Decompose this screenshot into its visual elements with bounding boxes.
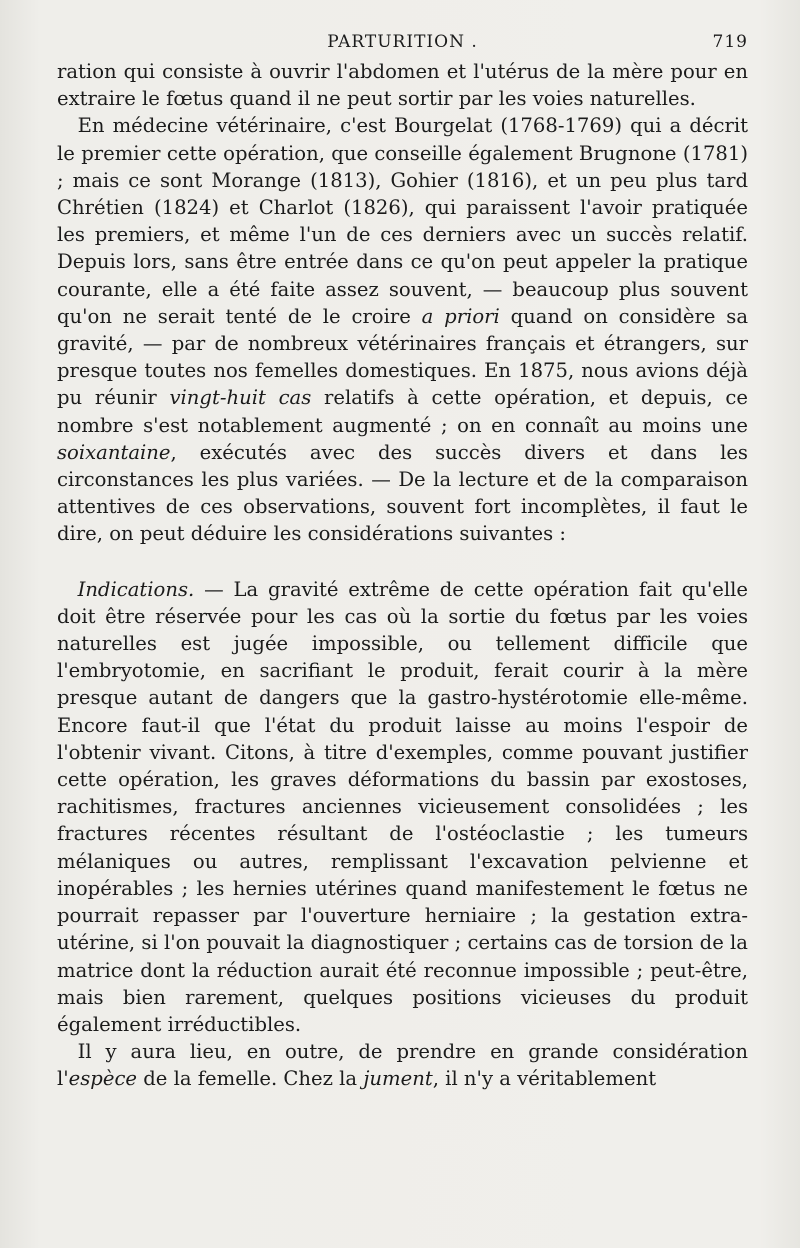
italic-soixantaine: soixantaine: [57, 440, 171, 464]
paragraph-2-text-c: relatifs à cette opération, et depuis, ce nombre s'est notablement augmenté ; on en connaît au moins une: [57, 386, 748, 437]
paragraph-4-text-a: Il y aura lieu, en outre, de prendre en grande considération l': [57, 1040, 748, 1091]
paragraph-1-text: ration qui consiste à ouvrir l'abdomen et l'utérus de la mère pour en extraire le fœtus quand il ne peut sortir par les voies naturelles.: [57, 60, 748, 111]
paragraph-4-text-c: , il n'y a véritablement: [432, 1067, 657, 1091]
paragraph-indications: [57, 576, 748, 1038]
paragraph-4-text-b: de la femelle. Chez la: [143, 1067, 358, 1091]
italic-jument: jument: [363, 1067, 433, 1091]
italic-vingt-huit-cas: vingt-huit cas: [169, 386, 312, 410]
running-header: [57, 28, 748, 58]
paragraph-3-text: — La gravité extrême de cette opération fait qu'elle doit être réservée pour les cas où la sortie du fœtus par les voies naturelles est jugée impossible, ou tellement difficile que l'embryotomie, en sacrifiant le produit, ferait courir à la mère presque autant de dangers que la gastro-hystérotomie elle-même. Encore faut-il que l'état du produit laisse au moins l'espoir de l'obtenir vivant. Citons, à titre d'exemples, comme pouvant justifier cette opération, les graves déformations du bassin par exostoses, rachitismes, fractures anciennes vicieusement consolidées ; les fractures récentes résultant de l'ostéoclastie ; les tumeurs mélaniques ou autres, remplissant l'excavation pelvienne et inopérables ; les hernies utérines quand manifestement le fœtus ne pourrait repasser par l'ouverture herniaire ; la gestation extra-utérine, si l'on pouvait la diagnostiquer ; certains cas de torsion de la matrice dont la réduction aurait été reconnue impossible ; peut-être, mais bien rarement, quelques positions vicieuses du produit également irréductibles.: [57, 577, 749, 1036]
paragraph-continuation: [57, 58, 748, 112]
italic-espece: espèce: [68, 1067, 138, 1091]
italic-a-priori: a priori: [421, 304, 500, 328]
body-text: [57, 58, 748, 1093]
paragraph-2-text-a: En médecine vétérinaire, c'est Bourgelat (1768-1769) qui a décrit le premier cette opération, que conseille également Brugnone (1781) ; mais ce sont Morange (1813), Gohier (1816), et un peu plus tard Chrétien (1824) et Charlot (1826), qui paraissent l'avoir pratiquée les premiers, et même l'un de ces derniers avec un succès relatif. Depuis lors, sans être entrée dans ce qu'on peut appeler la pratique courante, elle a été faite assez souvent, — beaucoup plus souvent qu'on ne serait tenté de le croire: [57, 114, 748, 328]
paragraph-2-text-b: quand on considère sa gravité, — par de nombreux vétérinaires français et étrangers, sur presque toutes nos femelles domestiques. En 1875, nous avions déjà pu réunir: [57, 304, 749, 410]
section-heading-indications: Indications.: [77, 577, 195, 601]
paragraph-species: [57, 1038, 748, 1092]
paragraph-history: [57, 112, 748, 547]
paragraph-2-text-d: , exécutés avec des succès divers et dans les circonstances les plus variées. — De la lecture et de la comparaison attentives de ces observations, souvent fort incomplètes, il faut le dire, on peut déduire les considérations suivantes :: [57, 440, 748, 546]
section-gap: [57, 548, 748, 576]
running-title: PARTURITION .: [327, 32, 478, 52]
page-number: 719: [712, 32, 748, 52]
